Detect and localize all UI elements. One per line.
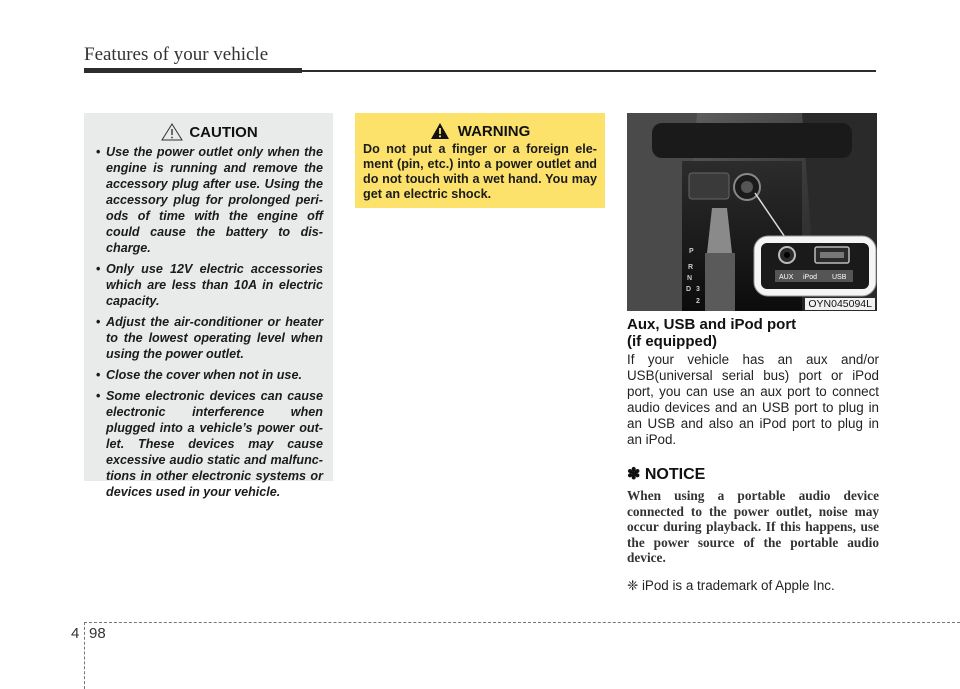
gear-label-2: 2 — [696, 298, 700, 305]
page-header-title: Features of your vehicle — [84, 44, 269, 65]
photo-code: OYN045094L — [805, 298, 875, 310]
aux-usb-ipod-port-photo — [627, 113, 877, 311]
caution-item: • Close the cover when not in use. — [96, 368, 302, 382]
page-number: 98 — [89, 625, 106, 642]
notice-heading: ✽ NOTICE — [627, 466, 706, 483]
footer-divider — [84, 622, 85, 689]
console-illustration — [627, 113, 877, 311]
warning-text: Do not put a finger or a foreign ele- ment (pin, etc.) into a power outlet and do not touch with a wet hand. You may get an electric shock. — [363, 142, 597, 201]
caution-item: • Use the power outlet only when the engine is running and remove the accessory plug after use. Using the accessory plug for prolonged peri- ods of time with the engine off could cause the battery to dis- charge. — [96, 145, 323, 255]
trademark-note: ❈ iPod is a trademark of Apple Inc. — [627, 578, 835, 593]
gear-label-3: 3 — [696, 286, 700, 293]
port-label-aux: AUX — [779, 274, 794, 281]
caution-item: • Adjust the air-conditioner or heater to the lowest operating level when using the power outlet. — [96, 315, 323, 361]
notice-body: When using a portable audio device connected to the power outlet, noise may occur during playback. If this happens, use the power source of the portable audio device. — [627, 488, 879, 565]
section-body: If your vehicle has an aux and/or USB(universal serial bus) port or iPod port, you can use an aux port to connect audio devices and an USB port to plug in an USB and also an iPod port to plug in an iPod. — [627, 352, 879, 447]
footer-rule — [84, 622, 960, 623]
gear-label-n: N — [687, 275, 693, 282]
caution-header — [96, 123, 323, 141]
header-rule-thick — [84, 68, 302, 73]
warning-header — [363, 122, 597, 140]
warning-triangle-icon — [430, 122, 450, 140]
section-heading-line1: Aux, USB and iPod port — [627, 316, 797, 333]
caution-item: • Some electronic devices can cause electronic interference when plugged into a vehicle’s power out- let. These devices may cause excessive audio static and malfunc- tions in other electronic systems or devices used in your vehicle. — [96, 389, 323, 499]
section-heading — [627, 316, 879, 350]
gear-label-p: P — [689, 248, 694, 255]
port-label-ipod: iPod — [803, 274, 818, 281]
port-label-usb: USB — [832, 274, 847, 281]
gear-label-d: D — [686, 286, 692, 293]
chapter-number: 4 — [71, 625, 80, 642]
caution-title: CAUTION — [189, 123, 258, 141]
caution-list — [96, 144, 323, 500]
section-heading-line2: (if equipped) — [627, 333, 717, 350]
caution-box — [84, 113, 333, 499]
header-rule — [302, 70, 876, 72]
caution-item: • Only use 12V electric accessories which are less than 10A in electric capacity. — [96, 262, 323, 308]
warning-title: WARNING — [457, 122, 531, 140]
gear-label-r: R — [688, 264, 694, 271]
warning-box — [355, 113, 605, 208]
warning-triangle-icon — [161, 123, 183, 141]
